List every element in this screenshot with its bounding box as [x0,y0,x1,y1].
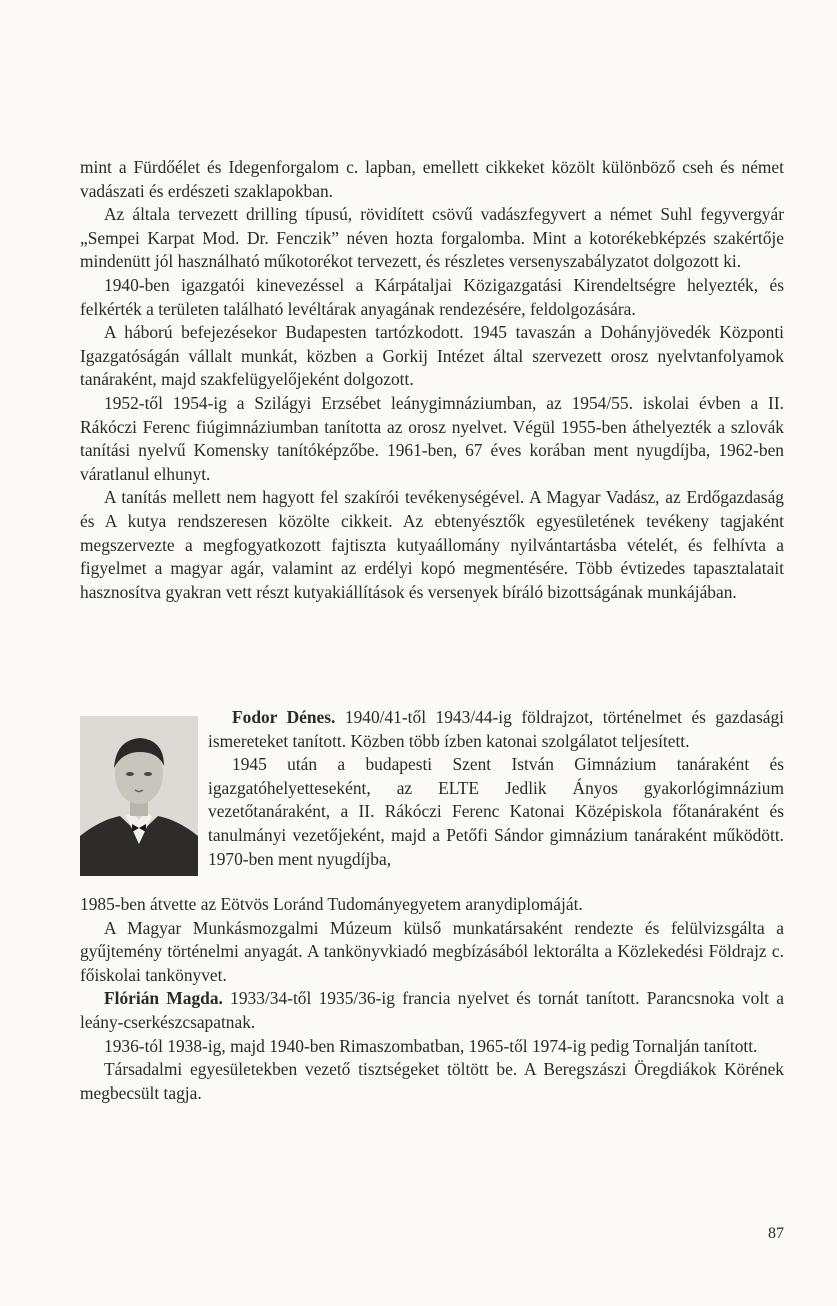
page-number: 87 [768,1225,784,1242]
fodor-section-side [208,706,784,871]
paragraph: mint a Fürdőélet és Idegenforgalom c. lapban, emellett cikkeket közölt különböző cseh és német vadászati és erdészeti szaklapokban. [80,157,784,201]
portrait-image [80,716,198,876]
paragraph: 1945 után a budapesti Szent István Gimnázium tanáraként és igazgatóhelyetteseként, az ELTE Jedlik Ányos gyakorlógimnázium vezetőtanáraként, a II. Rákóczi Ferenc Katonai Középiskola főtanáraként és tanulmányi vezetőjeként, majd a Petőfi Sándor gimnázium tanáraként működött. 1970-ben ment nyugdíjba, [208,754,784,869]
paragraph: Az általa tervezett drilling típusú, rövidített csövű vadászfegyvert a német Suhl fegyvergyár „Sempei Karpat Mod. Dr. Fenczik” néven hozta forgalomba. Mint a kotorékebképzés szakértője mindenütt jól használható műkotorékot tervezett, és részletes versenyszabályzatot dolgozott ki. [80,204,784,272]
paragraph: 1985-ben átvette az Eötvös Loránd Tudományegyetem aranydiplomáját. [80,894,583,914]
paragraph: A tanítás mellett nem hagyott fel szakírói tevékenységével. A Magyar Vadász, az Erdőgazdaság és A kutya rendszeresen közölte cikkeit. Az ebtenyésztők egyesületének tevékeny tagjaként megszervezte a megfogyatkozott fajtiszta kutyaállomány nyilvántartásba vételét, és felhívta a figyelmet a magyar agár, valamint az erdélyi kopó megmentésére. Több évtizedes tapasztalatait hasznosítva gyakran vett részt kutyakiállítások és versenyek bíráló bizottságának munkájában. [80,487,784,602]
person-name: Fodor Dénes. [232,707,336,727]
paragraph: 1936-tól 1938-ig, majd 1940-ben Rimaszombatban, 1965-től 1974-ig pedig Tornalján tanított. [104,1035,758,1056]
paragraph: Flórián Magda. 1933/34-től 1935/36-ig francia nyelvet és tornát tanított. Parancsnoka volt a leány-cserkészcsapatnak. [80,988,784,1032]
body-text-top [80,156,784,604]
paragraph: 1952-től 1954-ig a Szilágyi Erzsébet leánygimnáziumban, az 1954/55. iskolai évben a II. Rákóczi Ferenc fiúgimnáziumban tanította az orosz nyelvet. Végül 1955-ben áthelyezték a szlovák tanítási nyelvű Komensky tanítóképzőbe. 1961-ben, 67 éves korában ment nyugdíjba, 1962-ben váratlanul elhunyt. [80,392,784,484]
body-text-lower [80,893,784,1105]
paragraph: Társadalmi egyesületekben vezető tisztségeket töltött be. A Beregszászi Öregdiákok Körének megbecsült tagja. [80,1059,784,1103]
paragraph: A Magyar Munkásmozgalmi Múzeum külső munkatársaként rendezte és felülvizsgálta a gyűjtemény történelmi anyagát. A tankönyvkiadó megbízásából lektorálta a Közlekedési Földrajz c. főiskolai tankönyvet. [80,917,784,985]
paragraph: A háború befejezésekor Budapesten tartózkodott. 1945 tavaszán a Dohányjövedék Központi Igazgatóságán vállalt munkát, közben a Gorkij Intézet által szervezett orosz nyelvtanfolyamok tanáraként, majd szakfelügyelőjeként dolgozott. [80,322,784,390]
paragraph: 1940-ben igazgatói kinevezéssel a Kárpátaljai Közigazgatási Kirendeltségre helyezték, és felkérték a területen található levéltárak anyagának rendezésére, feldolgozására. [80,274,784,319]
portrait-photo [80,716,198,876]
person-name: Flórián Magda. [104,988,223,1009]
paragraph: Fodor Dénes. 1940/41-től 1943/44-ig földrajzot, történelmet és gazdasági ismereteket tanított. Közben több ízben katonai szolgálatot teljesített. [208,707,784,751]
